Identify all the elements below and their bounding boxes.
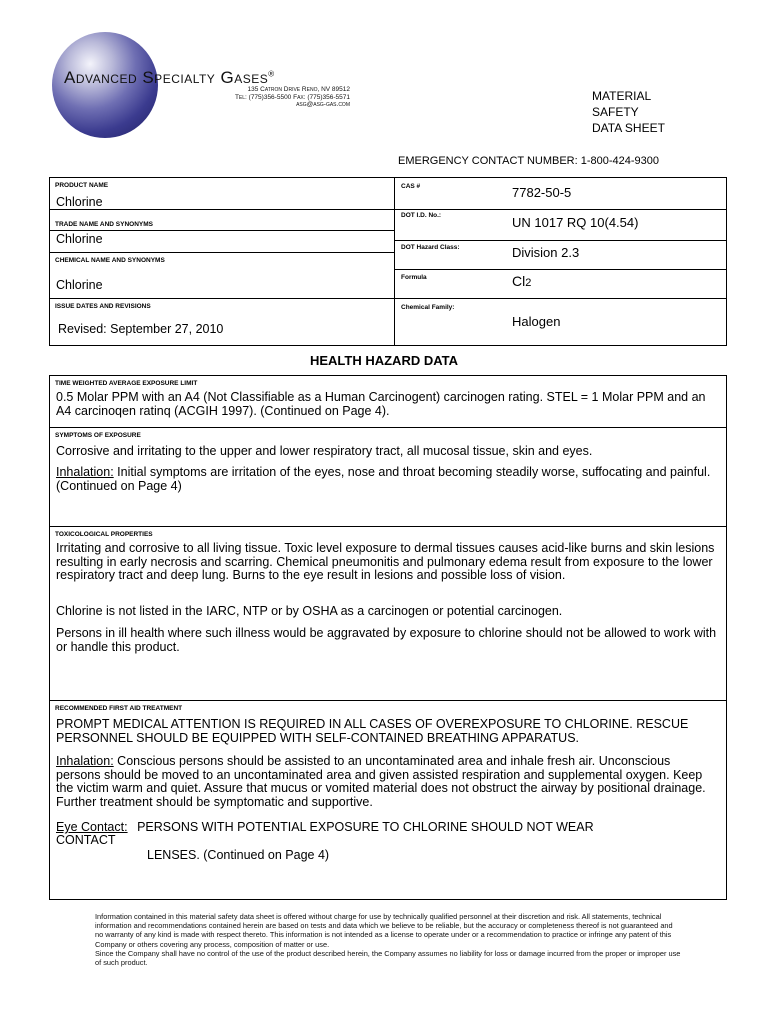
disclaimer: [95, 912, 681, 967]
product-name-cell: PRODUCT NAME Chlorine: [50, 178, 394, 210]
product-name: Chlorine: [56, 195, 103, 209]
trade-name-cell: TRADE NAME AND SYNONYMS: [50, 210, 394, 231]
company-logo: [52, 28, 350, 138]
document-title: MATERIAL SAFETY DATA SHEET: [592, 89, 665, 135]
cas-number: 7782-50-5: [512, 185, 572, 200]
cas-label: CAS #: [401, 183, 421, 190]
disclaimer-paragraph-1: Information contained in this material safety data sheet is offered without charge for use by technically qualified personnel at their discretion and risk. All statements, technical information and recommendations contained herein are based on tests and data which we believe to be reliable, but the accuracy or completeness thereof is not guaranteed and no warranty of any kind is made with respect thereto. This information is not intended as a license to operate under or a recommendation to practice or infringe any patent of this Company or others covering any process, composition of matter or use.: [95, 912, 673, 949]
chemical-family-label: Chemical Family:: [401, 304, 455, 311]
disclaimer-paragraph-2: Since the Company shall have no control of the use of the product described herein, the Company assumes no liability for loss or damage incurred from the proper or improper use of such product.: [95, 948, 681, 968]
chemical-family: Halogen: [512, 314, 561, 329]
company-phone: Tel: (775)356-5500 Fax: (775)356-5571: [234, 93, 350, 101]
health-hazard-table: [49, 375, 727, 900]
first-aid-text: PROMPT MEDICAL ATTENTION IS REQUIRED IN ALL CASES OF OVEREXPOSURE TO CHLORINE. RESCUE PERSONNEL SHOULD BE EQUIPPED WITH SELF-CONTAINED BREATHING APPARATUS.: [56, 717, 689, 745]
chemical-name-label: CHEMICAL NAME AND SYNONYMS: [55, 257, 165, 264]
toxicology-text-3: Persons in ill health where such illness would be aggravated by exposure to chlorine should not be allowed to work with or handle this product.: [56, 626, 717, 654]
trade-name: Chlorine: [56, 232, 103, 246]
dot-hazard-label: DOT Hazard Class:: [401, 244, 460, 251]
health-hazard-title: HEALTH HAZARD DATA: [309, 353, 459, 368]
first-aid-section: RECOMMENDED FIRST AID TREATMENT PROMPT MEDICAL ATTENTION IS REQUIRED IN ALL CASES OF OVEREXPOSURE TO CHLORINE. RESCUE PERSONNEL SHOULD BE EQUIPPED WITH SELF-CONTAINED BREATHING APPARATUS. Inhalation: Conscious persons should be assisted to an uncontaminated area and inhale fresh air. Unconscious persons should be moved to an uncontaminated area and given assisted respiration and supplemental oxygen. Keep the victim warm and quiet. Assure that mucus or vomited material does not obstruct the airway by positional drainage. Further treatment should be symptomatic and supportive. Eye Contact: PERSONS WITH POTENTIAL EXPOSURE TO CHLORINE SHOULD NOT WEAR CONTACT LENSES. (Continued on Page 4): [50, 701, 726, 900]
first-aid-eye-cont: CONTACT: [56, 833, 116, 847]
formula-label: Formula: [401, 274, 427, 281]
chemical-name: Chlorine: [56, 278, 103, 292]
first-aid-eye: Eye Contact: PERSONS WITH POTENTIAL EXPOSURE TO CHLORINE SHOULD NOT WEAR: [56, 820, 594, 834]
symptoms-text: Corrosive and irritating to the upper and lower respiratory tract, all mucosal tissue, skin and eyes.: [56, 444, 593, 458]
toxicology-text-2: Chlorine is not listed in the IARC, NTP or by OSHA as a carcinogen or potential carcinogen.: [56, 604, 563, 618]
emergency-contact: EMERGENCY CONTACT NUMBER: 1-800-424-9300: [398, 155, 660, 167]
product-info-table: [49, 177, 727, 346]
formula: Cl2: [512, 273, 532, 289]
dot-id: UN 1017 RQ 10(4.54): [512, 215, 639, 230]
company-email: asg@asg-gas.com: [296, 101, 350, 109]
toxicology-text-1: Irritating and corrosive to all living tissue. Toxic level exposure to dermal tissues causes acid-like burns and skin lesions resulting in early necrosis and scarring. Chemical pneumonitis and pulmonary edema result from exposure to the lower respiratory tract and deep lung. Burns to the eye result in lesions and possible loss of vision.: [56, 541, 715, 582]
issue-label: ISSUE DATES AND REVISIONS: [55, 303, 151, 310]
symptoms-inhalation: Inhalation: Initial symptoms are irritation of the eyes, nose and throat becoming steadily worse, suffocating and painful. (Continued on Page 4): [56, 465, 711, 493]
dot-id-label: DOT I.D. No.:: [401, 212, 442, 219]
company-name: Advanced Specialty Gases®: [64, 68, 275, 87]
first-aid-inhalation: Inhalation: Conscious persons should be assisted to an uncontaminated area and inhale fresh air. Unconscious persons should be moved to an uncontaminated area and given assisted respiration and supplemental oxygen. Keep the victim warm and quiet. Assure that mucus or vomited material does not obstruct the airway by positional drainage. Further treatment should be symptomatic and supportive.: [56, 754, 706, 809]
symptoms-section: SYMPTOMS OF EXPOSURE Corrosive and irritating to the upper and lower respiratory tract, all mucosal tissue, skin and eyes. Inhalation: Initial symptoms are irritation of the eyes, nose and throat becoming steadily worse, suffocating and painful. (Continued on Page 4): [50, 428, 726, 527]
twa-section: TIME WEIGHTED AVERAGE EXPOSURE LIMIT 0.5 Molar PPM with an A4 (Not Classifiable as a Human Carcinogent) carcinogen rating. STEL = 1 Molar PPM and an A4 carcinoqen ratinq (ACGIH 1997). (Continued on Page 4).: [50, 376, 726, 428]
company-address: 135 Catron Drive Reno, NV 89512: [247, 86, 350, 93]
dot-hazard-class: Division 2.3: [512, 245, 580, 260]
company-contact: [140, 86, 350, 109]
toxicology-section: TOXICOLOGICAL PROPERTIES Irritating and corrosive to all living tissue. Toxic level exposure to dermal tissues causes acid-like burns and skin lesions resulting in early necrosis and scarring. Chemical pneumonitis and pulmonary edema result from exposure to the lower respiratory tract and deep lung. Burns to the eye result in lesions and possible loss of vision. Chlorine is not listed in the IARC, NTP or by OSHA as a carcinogen or potential carcinogen. Persons in ill health where such illness would be aggravated by exposure to chlorine should not be allowed to work with or handle this product.: [50, 527, 726, 701]
issue-date: Revised: September 27, 2010: [58, 322, 224, 336]
twa-text: 0.5 Molar PPM with an A4 (Not Classifiable as a Human Carcinogent) carcinogen rating. STEL = 1 Molar PPM and an A4 carcinoqen ratinq (ACGIH 1997). (Continued on Page 4).: [56, 390, 706, 418]
first-aid-eye-lenses: LENSES. (Continued on Page 4): [147, 848, 330, 862]
